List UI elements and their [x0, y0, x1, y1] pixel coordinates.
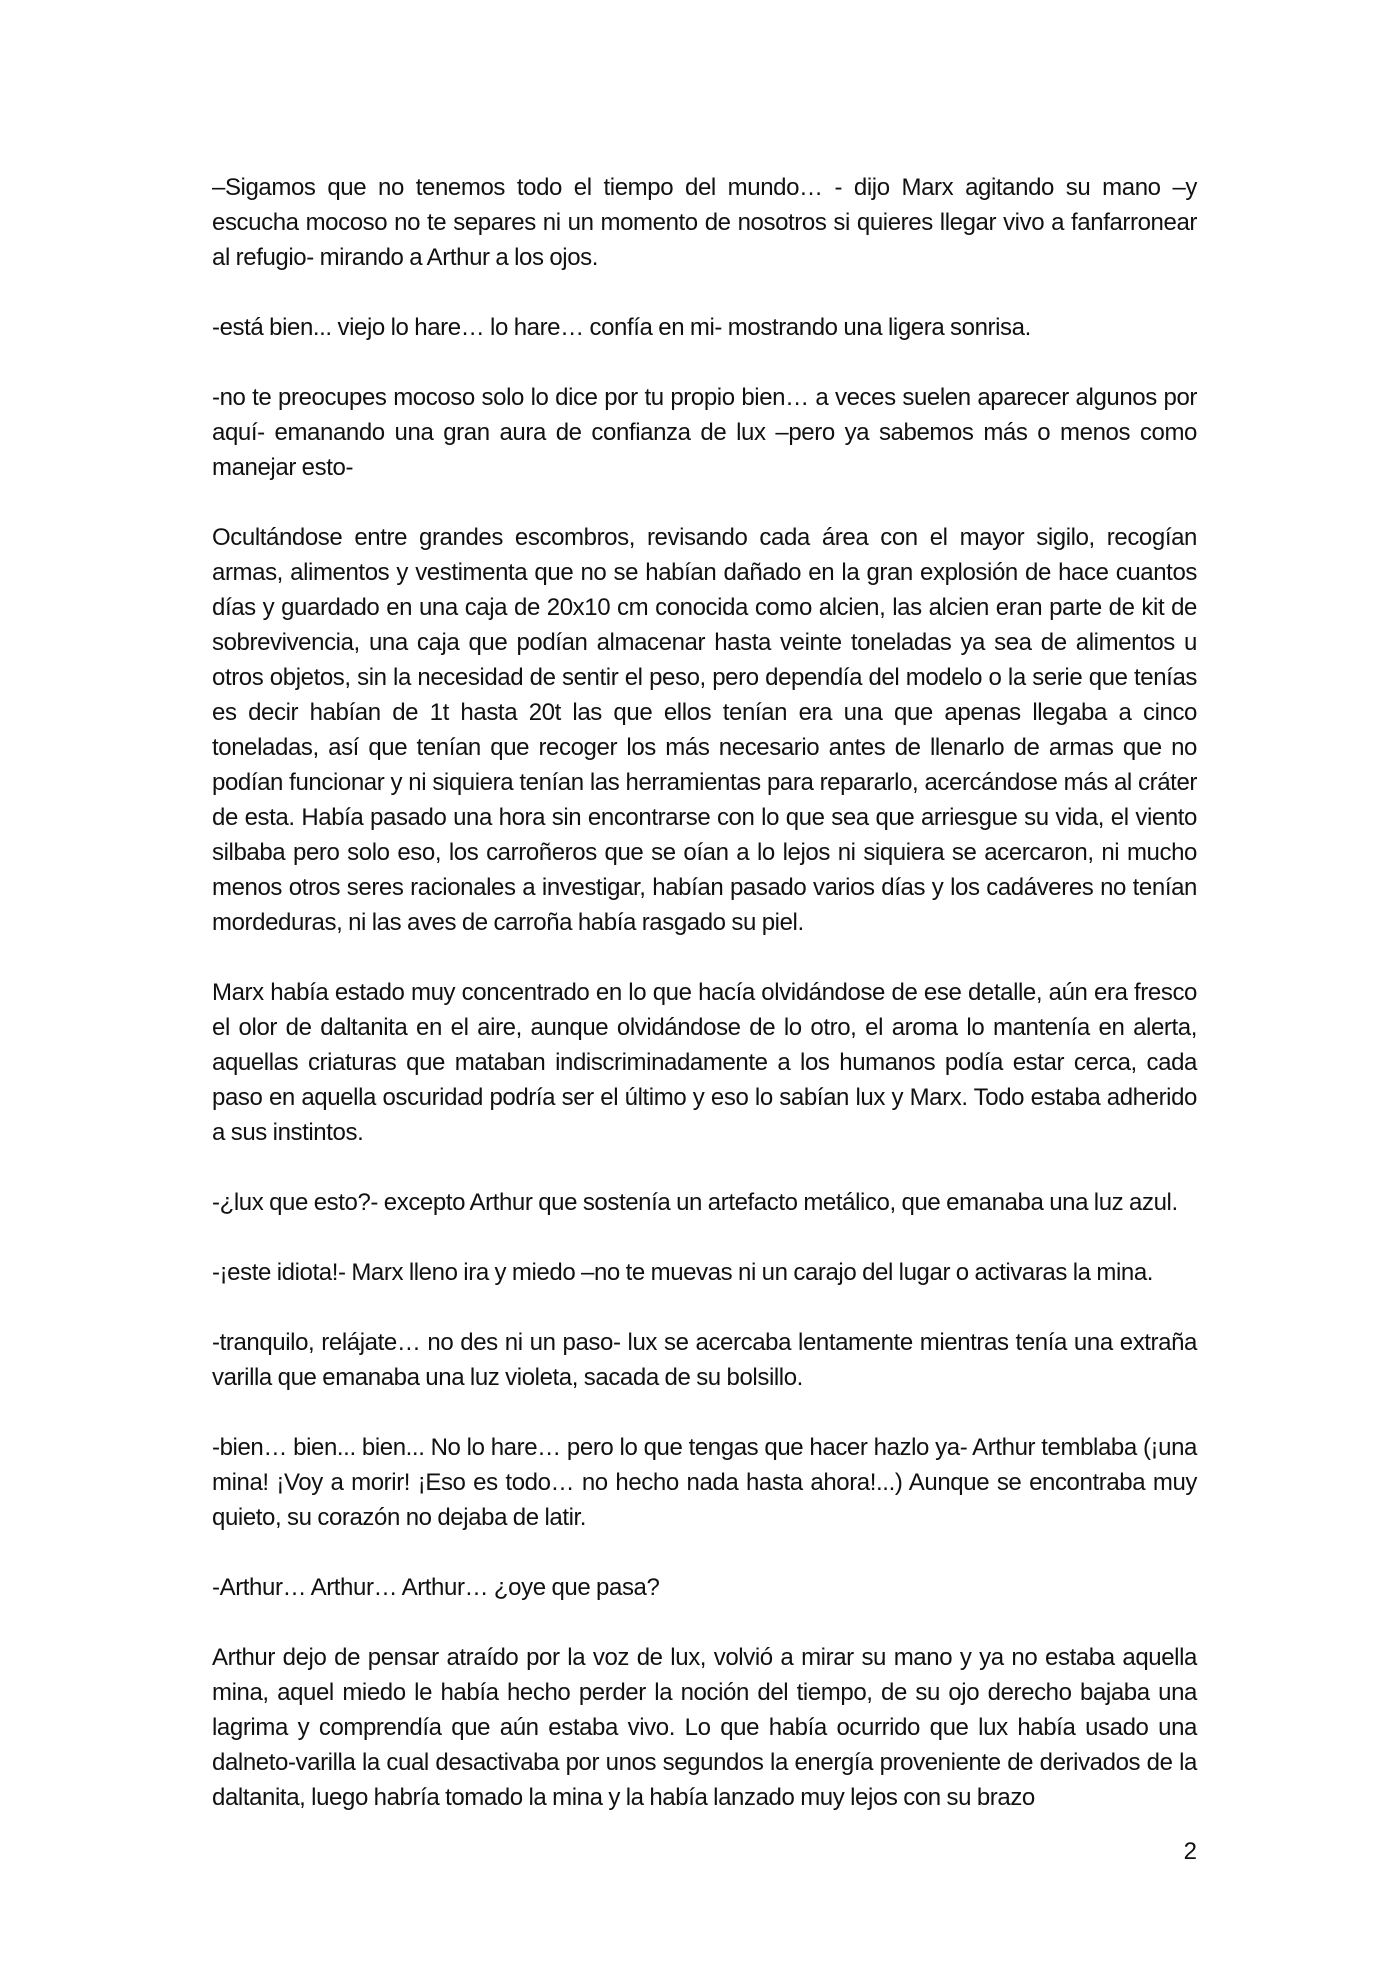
- paragraph-11: Arthur dejo de pensar atraído por la voz de lux, volvió a mirar su mano y ya no estaba aquella mina, aquel miedo le había hecho perder la noción del tiempo, de su ojo derecho bajaba una lagrima y comprendía que aún estaba vivo. Lo que había ocurrido que lux había usado una dalneto-varilla la cual desactivaba por unos segundos la energía proveniente de derivados de la daltanita, luego habría tomado la mina y la había lanzado muy lejos con su brazo: [212, 1644, 1197, 1811]
- page-number: 2: [1183, 1838, 1197, 1865]
- paragraph-5: Marx había estado muy concentrado en lo que hacía olvidándose de ese detalle, aún era fresco el olor de daltanita en el aire, aunque olvidándose de lo otro, el aroma lo mantenía en alerta, aquellas criaturas que mataban indiscriminadamente a los humanos podía estar cerca, cada paso en aquella oscuridad podría ser el último y eso lo sabían lux y Marx. Todo estaba adherido a sus instintos.: [212, 979, 1197, 1146]
- document-body: [212, 170, 1197, 1850]
- paragraph-2: -está bien... viejo lo hare… lo hare… confía en mi- mostrando una ligera sonrisa.: [212, 314, 1031, 341]
- paragraph-1: –Sigamos que no tenemos todo el tiempo del mundo… - dijo Marx agitando su mano –y escucha mocoso no te separes ni un momento de nosotros si quieres llegar vivo a fanfarronear al refugio- mirando a Arthur a los ojos.: [212, 174, 1197, 271]
- paragraph-6: -¿lux que esto?- excepto Arthur que sostenía un artefacto metálico, que emanaba una luz azul.: [212, 1189, 1178, 1216]
- paragraph-3: -no te preocupes mocoso solo lo dice por tu propio bien… a veces suelen aparecer algunos por aquí- emanando una gran aura de confianza de lux –pero ya sabemos más o menos como manejar esto-: [212, 384, 1197, 481]
- paragraph-8: -tranquilo, relájate… no des ni un paso- lux se acercaba lentamente mientras tenía una extraña varilla que emanaba una luz violeta, sacada de su bolsillo.: [212, 1329, 1197, 1391]
- paragraph-9: -bien… bien... bien... No lo hare… pero lo que tengas que hacer hazlo ya- Arthur temblaba (¡una mina! ¡Voy a morir! ¡Eso es todo… no hecho nada hasta ahora!...) Aunque se encontraba muy quieto, su corazón no dejaba de latir.: [212, 1434, 1197, 1531]
- paragraph-7: -¡este idiota!- Marx lleno ira y miedo –no te muevas ni un carajo del lugar o activaras la mina.: [212, 1259, 1154, 1286]
- paragraph-10: -Arthur… Arthur… Arthur… ¿oye que pasa?: [212, 1574, 660, 1601]
- paragraph-4: Ocultándose entre grandes escombros, revisando cada área con el mayor sigilo, recogían armas, alimentos y vestimenta que no se habían dañado en la gran explosión de hace cuantos días y guardado en una caja de 20x10 cm conocida como alcien, las alcien eran parte de kit de sobrevivencia, una caja que podían almacenar hasta veinte toneladas ya sea de alimentos u otros objetos, sin la necesidad de sentir el peso, pero dependía del modelo o la serie que tenías es decir habían de 1t hasta 20t las que ellos tenían era una que apenas llegaba a cinco toneladas, así que tenían que recoger los más necesario antes de llenarlo de armas que no podían funcionar y ni siquiera tenían las herramientas para repararlo, acercándose más al cráter de esta. Había pasado una hora sin encontrarse con lo que sea que arriesgue su vida, el viento silbaba pero solo eso, los carroñeros que se oían a lo lejos ni siquiera se acercaron, ni mucho menos otros seres racionales a investigar, habían pasado varios días y los cadáveres no tenían mordeduras, ni las aves de carroña había rasgado su piel.: [212, 524, 1197, 936]
